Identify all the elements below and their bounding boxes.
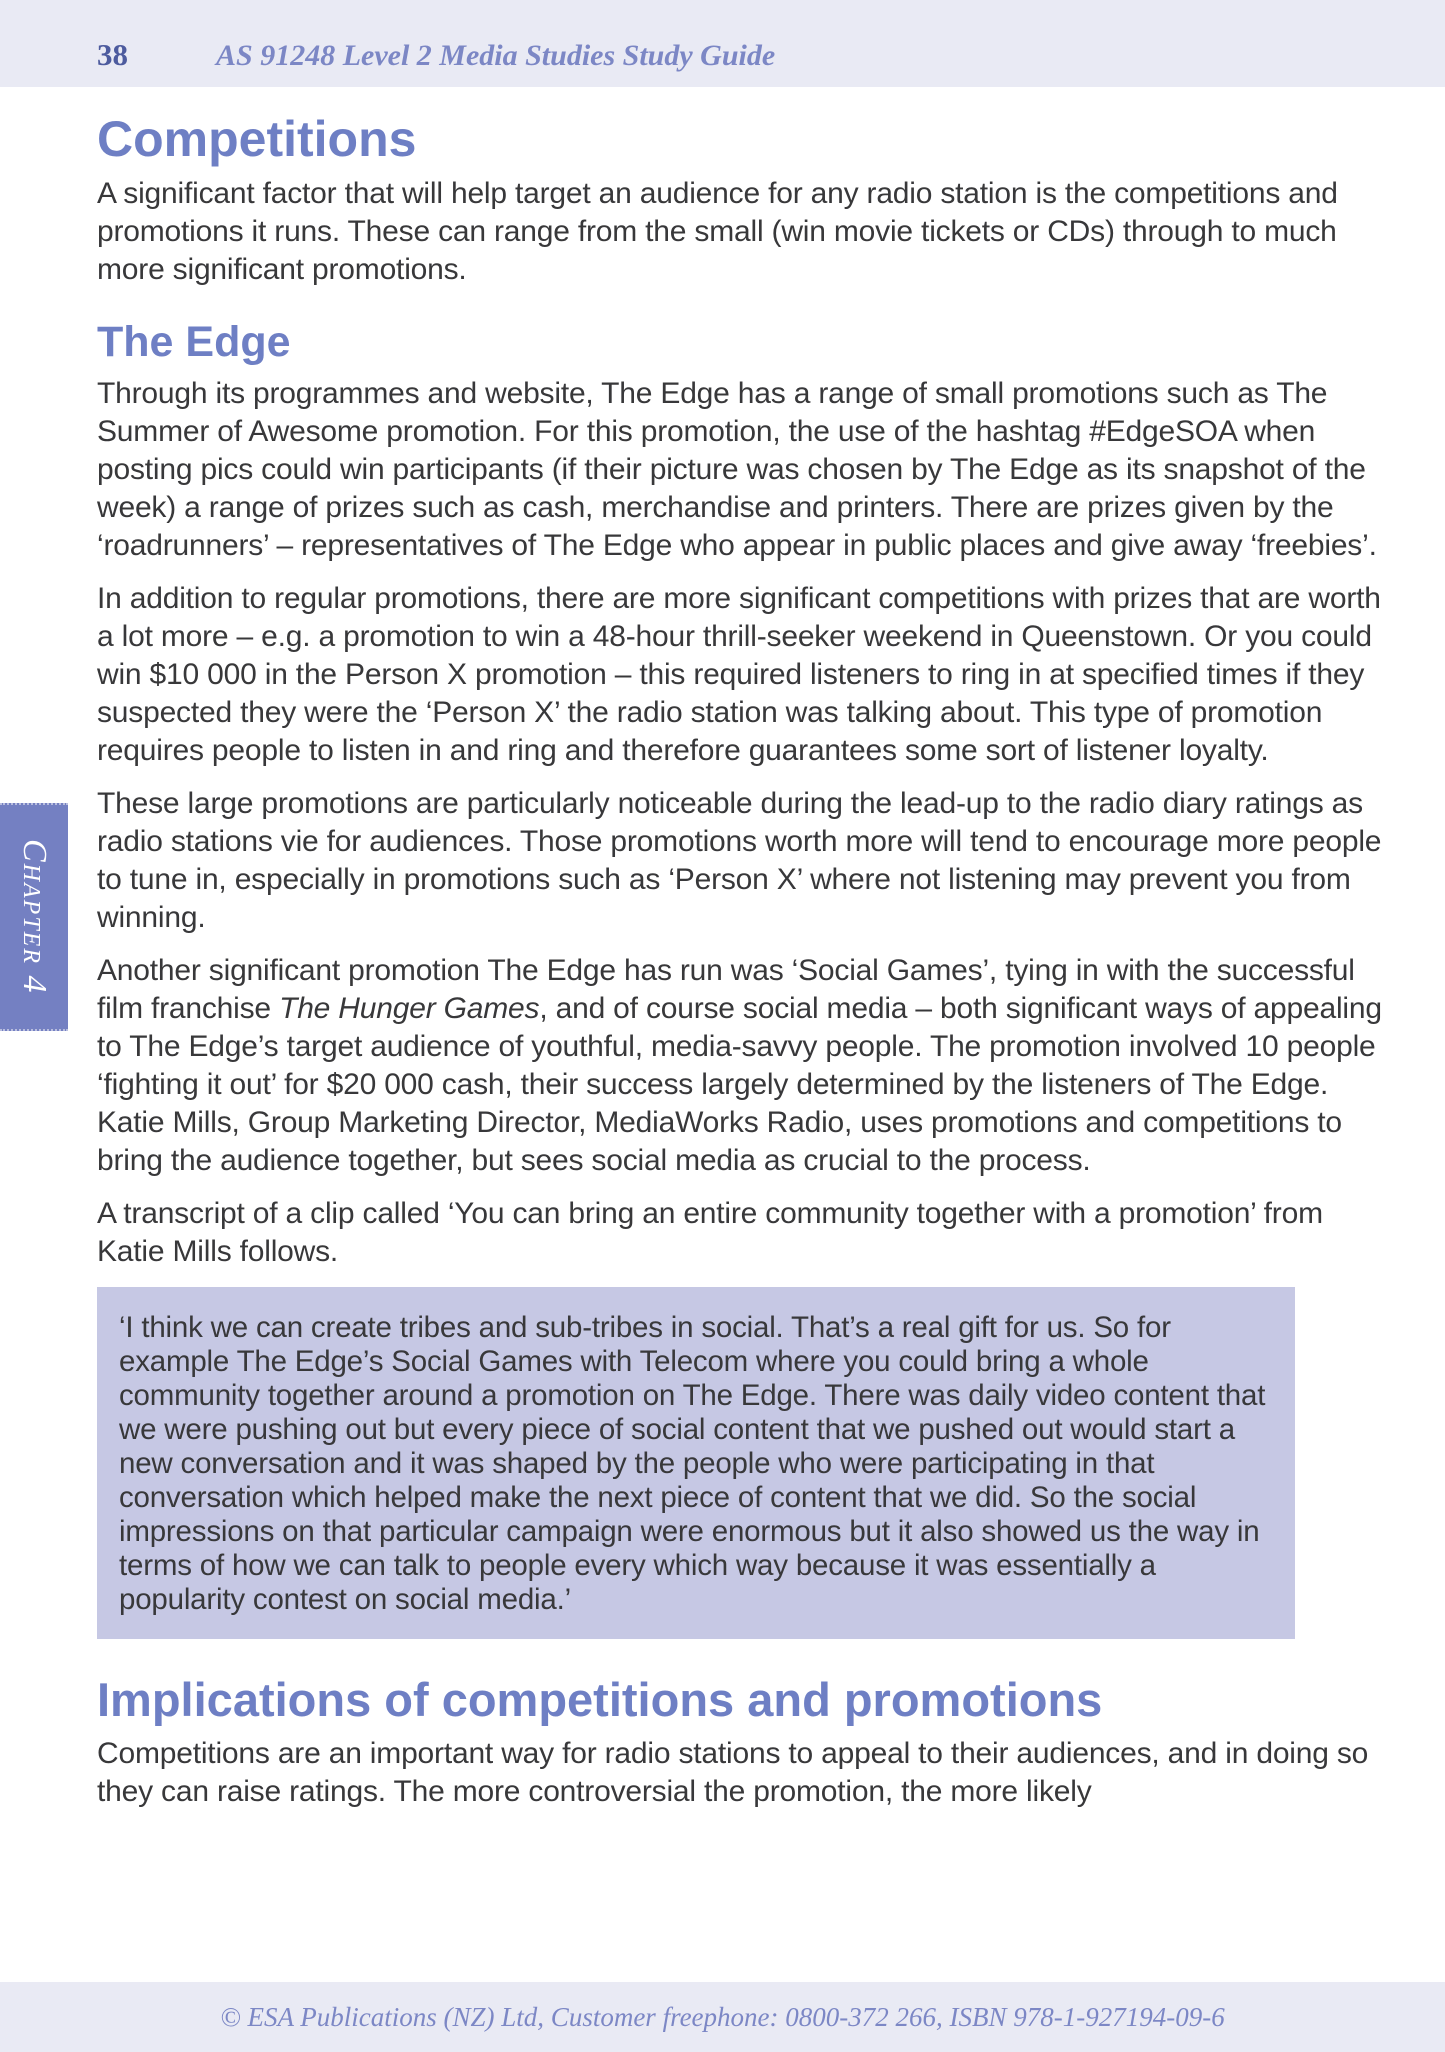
chapter-tab xyxy=(0,803,68,1031)
page-header-inner xyxy=(97,37,775,87)
paragraph-social-games-end: , and of course social media – both significant ways of appealing to The Edge’s target audience of youthful, media-savvy people. The promotion involved 10 people ‘fighting it out’ for $20 000 cash, their success largely determined by the listeners of The Edge. Katie Mills, Group Marketing Director, MediaWorks Radio, uses promotions and competitions to bring the audience together, but sees social media as crucial to the process. xyxy=(97,992,1382,1177)
paragraph-outro: Competitions are an important way for radio stations to appeal to their audiences, and in doing so they can raise ratings. The more controversial the promotion, the more likely xyxy=(97,1737,1369,1808)
film-title-italic: The Hunger Games xyxy=(279,992,540,1025)
paragraph-social-games xyxy=(97,952,1388,1180)
paragraph-transcript-intro: A transcript of a clip called ‘You can bring an entire community together with a promotion’ from Katie Mills follows. xyxy=(97,1197,1323,1268)
section-heading-competitions: Competitions xyxy=(97,111,417,167)
page-footer xyxy=(0,1982,1445,2052)
quote-box xyxy=(97,1287,1295,1639)
quote-text: ‘I think we can create tribes and sub-tribes in social. That’s a real gift for us. So for example The Edge’s Social Games with Telecom where you could bring a whole community together around a promotion on The Edge. There was daily video content that we were pushing out but every piece of social content that we pushed out would start a new conversation and it was shaped by the people who were participating in that conversation which helped make the next piece of content that we did. So the social impressions on that particular campaign were enormous but it also showed us the way in terms of how we can talk to people every which way because it was essentially a popularity contest on social media.’ xyxy=(119,1311,1266,1616)
section-heading-implications: Implications of competitions and promotions xyxy=(97,1673,1103,1726)
footer-imprint-text: © ESA Publications (NZ) Ltd, Customer freephone: 0800-372 266, ISBN 978-1-927194-09-6 xyxy=(220,2001,1225,2032)
chapter-tab-label: Chapter 4 xyxy=(16,839,53,995)
page-header xyxy=(0,0,1445,87)
paragraph-edge-promotions: Through its programmes and website, The Edge has a range of small promotions such as The Summer of Awesome promotion. For this promotion, the use of the hashtag #EdgeSOA when posting pics could win participants (if their picture was chosen by The Edge as its snapshot of the week) a range of prizes such as cash, merchandise and printers. There are prizes given by the ‘roadrunners’ – representatives of The Edge who appear in public places and give away ‘freebies’. xyxy=(97,377,1377,562)
running-header-title: AS 91248 Level 2 Media Studies Study Guide xyxy=(216,39,776,72)
paragraph-significant-competitions: In addition to regular promotions, there are more significant competitions with prizes that are worth a lot more – e.g. a promotion to win a 48-hour thrill-seeker weekend in Queenstown. Or you could win $10 000 in the Person X promotion – this required listeners to ring in at specified times if they suspected they were the ‘Person X’ the radio station was talking about. This type of promotion requires people to listen in and ring and therefore guarantees some sort of listener loyalty. xyxy=(97,582,1381,767)
paragraph-social-games-start: Another significant promotion The Edge has run was ‘Social Games’, tying in with the successful film franchise xyxy=(97,954,1355,1025)
section-heading-the-edge: The Edge xyxy=(97,318,291,366)
paragraph-intro: A significant factor that will help target an audience for any radio station is the competitions and promotions it runs. These can range from the small (win movie tickets or CDs) through to much more significant promotions. xyxy=(97,177,1338,286)
paragraph-large-promotions: These large promotions are particularly noticeable during the lead-up to the radio diary ratings as radio stations vie for audiences. Those promotions worth more will tend to encourage more people to tune in, especially in promotions such as ‘Person X’ where not listening may prevent you from winning. xyxy=(97,787,1382,934)
page-number: 38 xyxy=(97,37,128,72)
main-content xyxy=(97,87,1388,1826)
